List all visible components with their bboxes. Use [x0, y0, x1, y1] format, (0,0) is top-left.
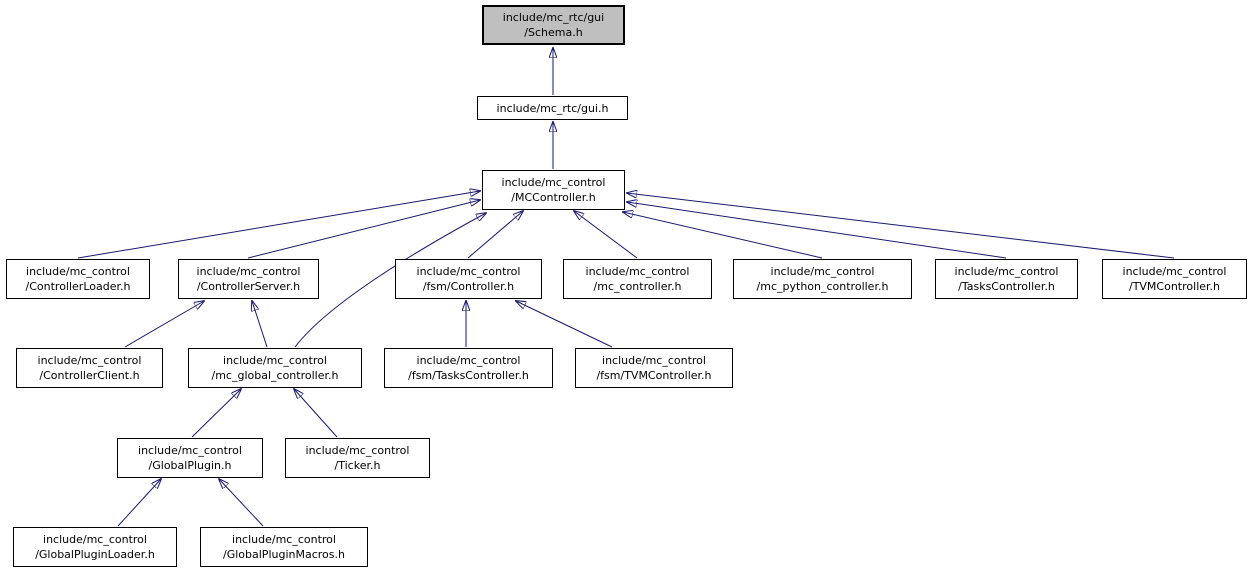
node-controllerclient-h[interactable] [16, 348, 163, 388]
node-label: include/mc_control [416, 354, 521, 367]
node-label: /mc_python_controller.h [756, 280, 889, 293]
edge-tasks-controller-to-mccontroller [627, 202, 1006, 258]
edge-global-plugin-to-mc-global-controller [192, 389, 241, 437]
node-label: include/mc_control [26, 265, 130, 278]
node-label: include/mc_control [305, 444, 410, 457]
edge-mc-global-controller-to-controller-server [252, 301, 267, 347]
node-label: include/mc_control [138, 444, 242, 457]
node-label: /GlobalPluginMacros.h [223, 548, 345, 561]
node-mc-python-controller-h[interactable] [733, 259, 912, 299]
node-mccontroller-h[interactable] [482, 170, 625, 210]
node-label: /fsm/TVMController.h [596, 369, 712, 382]
node-label: /Ticker.h [334, 459, 381, 472]
node-label: /fsm/Controller.h [422, 280, 515, 293]
node-taskscontroller-h[interactable] [935, 259, 1078, 299]
node-label: /mc_global_controller.h [211, 369, 339, 382]
node-controllerserver-h[interactable] [178, 259, 319, 299]
node-label: /TVMController.h [1128, 280, 1220, 293]
node-label: include/mc_control [223, 354, 327, 367]
edge-tvm-controller-to-mccontroller [627, 193, 1174, 258]
node-label: include/mc_control [1122, 265, 1227, 278]
edge-global-plugin-loader-to-global-plugin [118, 479, 161, 526]
node-label: include/mc_control [602, 354, 706, 367]
node-label: include/mc_control [770, 265, 875, 278]
node-mc-global-controller-h[interactable] [188, 348, 362, 388]
node-label: /TasksController.h [958, 280, 1055, 293]
node-label: include/mc_control [585, 265, 690, 278]
node-controllerloader-h[interactable] [6, 259, 150, 299]
node-globalpluginloader-h[interactable] [13, 527, 177, 567]
node-globalplugin-h[interactable] [117, 438, 263, 478]
node-schema-h [482, 5, 625, 45]
node-label: /ControllerClient.h [39, 369, 140, 382]
node-label: /Schema.h [524, 26, 583, 39]
node-label: include/mc_rtc/gui.h [496, 101, 609, 115]
edge-controller-client-to-controller-server [125, 301, 204, 347]
node-label: /GlobalPlugin.h [148, 459, 232, 472]
node-label: /ControllerServer.h [196, 280, 301, 293]
edge-global-plugin-macros-to-global-plugin [219, 479, 263, 526]
node-tvmcontroller-h[interactable] [1102, 259, 1247, 299]
edge-controller-loader-to-mccontroller [78, 191, 480, 258]
node-label: include/mc_control [416, 265, 521, 278]
node-label: /GlobalPluginLoader.h [35, 548, 155, 561]
node-label: include/mc_control [37, 354, 142, 367]
edge-mc-controller-to-mccontroller [574, 211, 637, 258]
node-label: include/mc_control [43, 533, 147, 546]
node-fsm-tvmcontroller-h[interactable] [575, 348, 733, 388]
edge-ticker-to-mc-global-controller [294, 389, 337, 437]
node-label: include/mc_rtc/gui [502, 11, 605, 24]
node-ticker-h[interactable] [285, 438, 430, 478]
node-label: /fsm/TasksController.h [408, 369, 529, 382]
node-label: /ControllerLoader.h [25, 280, 131, 293]
node-globalpluginmacros-h[interactable] [200, 527, 368, 567]
edge-mc-python-controller-to-mccontroller [623, 212, 822, 258]
node-label: include/mc_control [501, 176, 606, 189]
node-fsm-controller-h[interactable] [395, 259, 542, 299]
node-label: /MCController.h [511, 191, 596, 204]
node-label: /mc_controller.h [593, 280, 682, 293]
edge-controller-server-to-mccontroller [248, 200, 480, 258]
node-label: include/mc_control [196, 265, 301, 278]
edge-fsm-tvm-controller-to-fsm-controller [516, 301, 612, 347]
node-gui-h[interactable] [477, 96, 628, 120]
edge-fsm-controller-to-mccontroller [468, 211, 523, 258]
node-label: include/mc_control [954, 265, 1059, 278]
node-fsm-taskscontroller-h[interactable] [384, 348, 553, 388]
node-label: include/mc_control [232, 533, 336, 546]
node-mc-controller-h[interactable] [563, 259, 712, 299]
